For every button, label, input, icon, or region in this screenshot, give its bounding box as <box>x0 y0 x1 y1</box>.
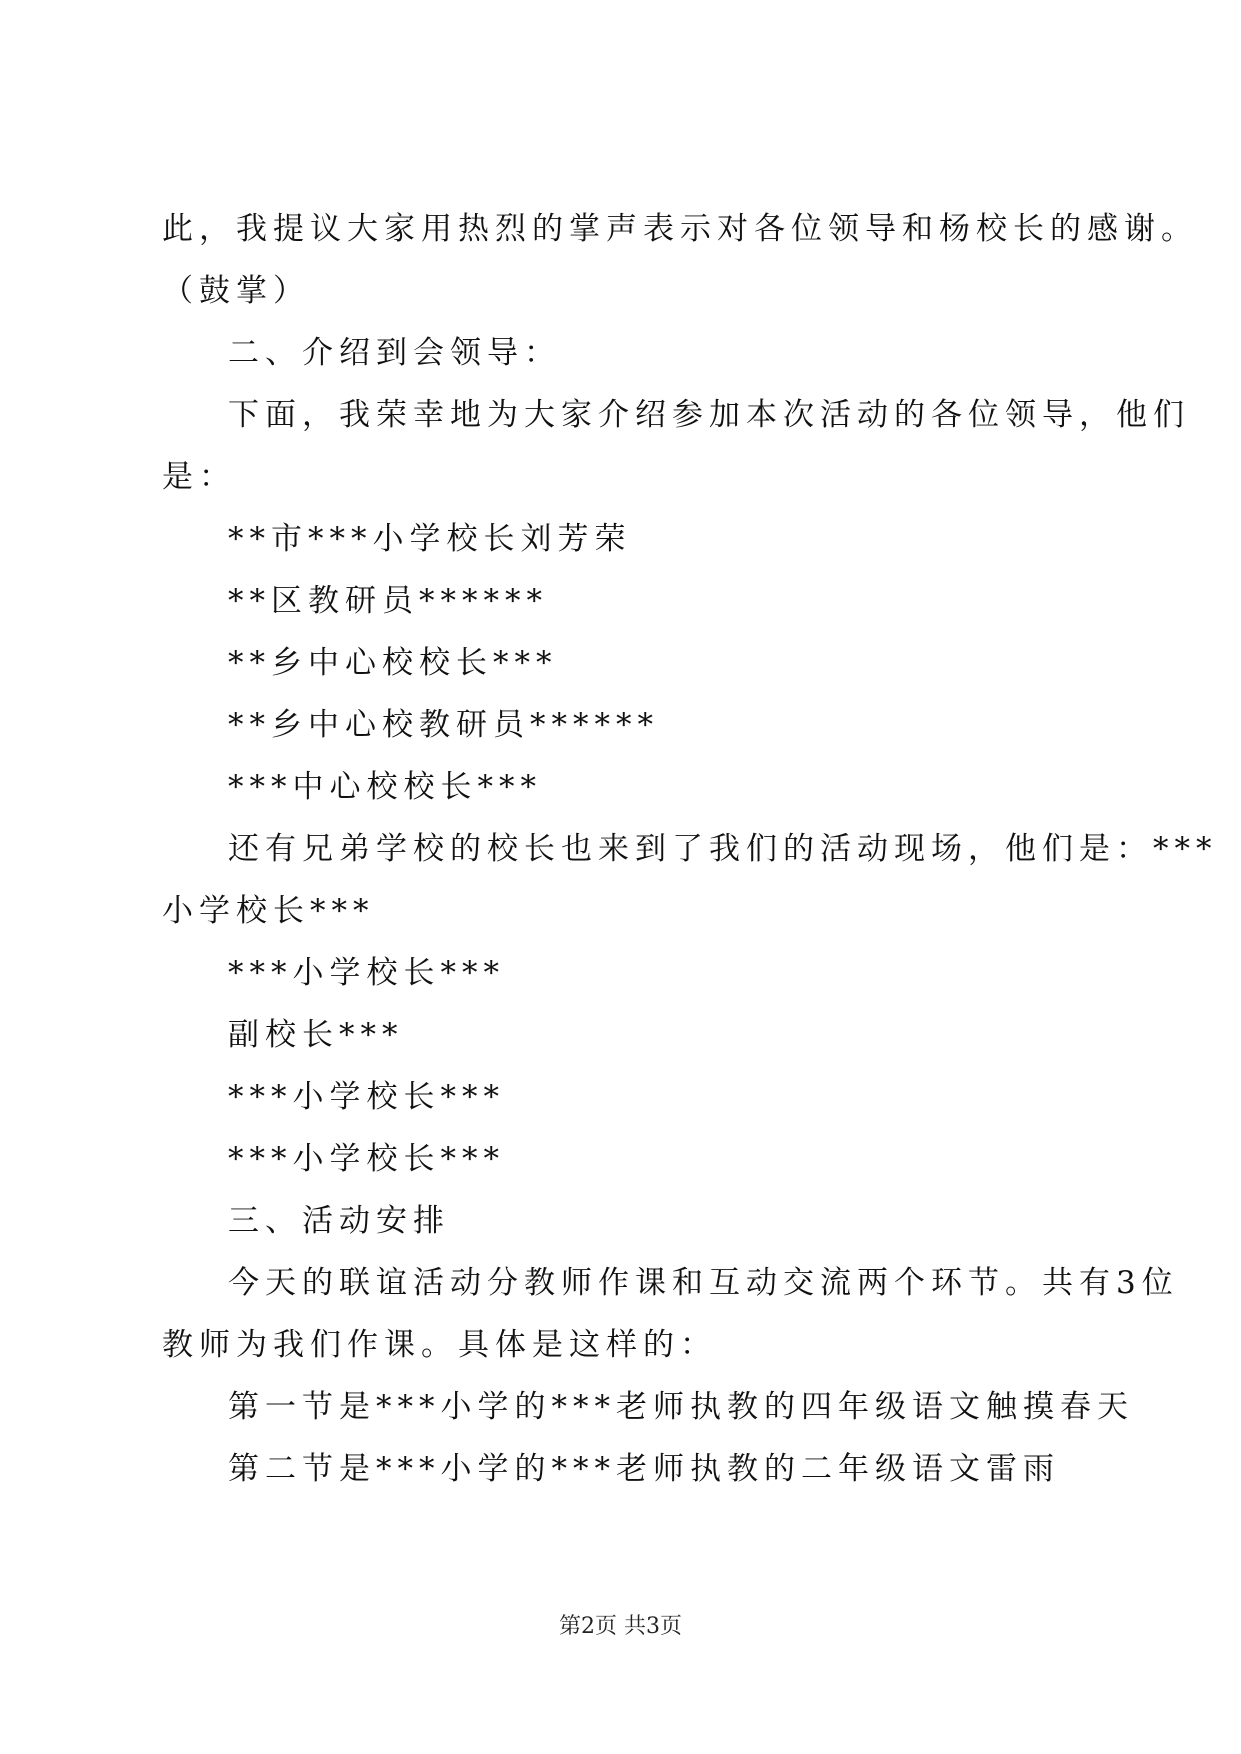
section-heading: 三、活动安排 <box>228 1203 450 1239</box>
text-line: 小学校长*** <box>162 893 375 929</box>
page-number-footer: 第2页 共3页 <box>559 1614 682 1639</box>
principal-list-item: ***小学校长*** <box>228 1141 505 1177</box>
text-line: （鼓掌） <box>162 273 310 309</box>
leader-list-item: **乡中心校校长*** <box>228 645 558 681</box>
principal-list-item: ***小学校长*** <box>228 955 505 991</box>
text-line: 此，我提议大家用热烈的掌声表示对各位领导和杨校长的感谢。 <box>162 211 1198 247</box>
leader-list-item: **乡中心校教研员****** <box>228 707 659 743</box>
lesson-item: 第二节是***小学的***老师执教的二年级语文雷雨 <box>228 1451 1060 1487</box>
text-line: 教师为我们作课。具体是这样的： <box>162 1327 717 1363</box>
leader-list-item: ***中心校校长*** <box>228 769 542 805</box>
section-heading: 二、介绍到会领导： <box>228 335 561 371</box>
text-line: 下面，我荣幸地为大家介绍参加本次活动的各位领导，他们 <box>228 397 1190 433</box>
text-line: 是： <box>162 459 236 495</box>
leader-list-item: **区教研员****** <box>228 583 548 619</box>
text-line: 今天的联谊活动分教师作课和互动交流两个环节。共有3位 <box>228 1265 1179 1301</box>
principal-list-item: 副校长*** <box>228 1017 404 1053</box>
principal-list-item: ***小学校长*** <box>228 1079 505 1115</box>
leader-list-item: **市***小学校长刘芳荣 <box>228 521 632 557</box>
lesson-item: 第一节是***小学的***老师执教的四年级语文触摸春天 <box>228 1389 1134 1425</box>
document-body <box>162 198 1218 1500</box>
text-line: 还有兄弟学校的校长也来到了我们的活动现场，他们是：*** <box>228 831 1218 867</box>
